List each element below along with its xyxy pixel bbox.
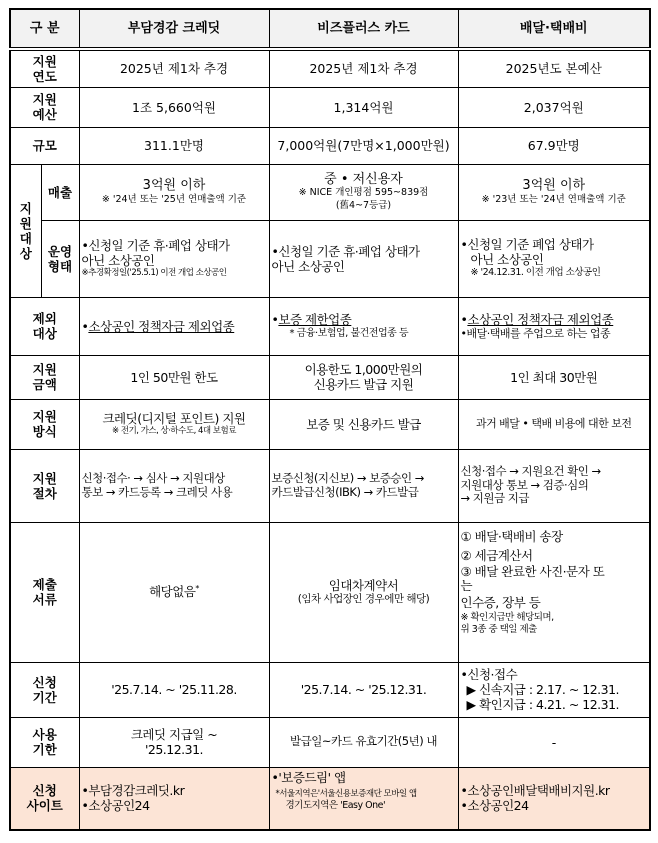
cell-procedure-bizplus: 보증신청(지신보) → 보증승인 → 카드발급신청(IBK) → 카드발급 — [269, 449, 458, 522]
cell-documents-bizplus: 임대차계약서 (임차 사업장인 경우에만 해당) — [269, 522, 458, 662]
cell-method-delivery: 과거 배달 • 택배 비용에 대한 보전 — [458, 399, 650, 449]
row-label-period: 신청 기간 — [10, 662, 79, 717]
row-label-amount: 지원 금액 — [10, 355, 79, 399]
row-application-period — [10, 662, 650, 717]
cell-year-credit: 2025년 제1차 추경 — [79, 49, 269, 87]
cell-period-delivery: •신청·접수 ▶ 신속지급 : 2.17. ~ 12.31. ▶ 확인지급 : 4.21. ~ 12.31. — [458, 662, 650, 717]
cell-scale-delivery: 67.9만명 — [458, 127, 650, 164]
cell-period-credit: '25.7.14. ~ '25.11.28. — [79, 662, 269, 717]
link-delivery-site[interactable]: •소상공인배달택배비지원.kr — [460, 783, 610, 799]
cell-documents-delivery: ① 배달·택배비 송장 ② 세금계산서 ③ 배달 완료한 사진·문자 또 는 인수증, 장부 등 ※ 확인지급만 해당되며, 위 3종 중 택일 제출 — [458, 522, 650, 662]
header-col-delivery: 배달·택배비 — [458, 9, 650, 49]
cell-usage-credit: 크레딧 지급일 ~ '25.12.31. — [79, 717, 269, 767]
row-support-year — [10, 49, 650, 87]
comparison-table — [9, 8, 651, 831]
cell-sales-bizplus: 중 • 저신용자 ※ NICE 개인평점 595~839점 (舊4~7등급) — [269, 164, 458, 220]
row-sublabel-operation: 운영 형태 — [41, 220, 79, 297]
row-label-scale: 규모 — [10, 127, 79, 164]
row-documents — [10, 522, 650, 662]
row-label-site: 신청 사이트 — [10, 767, 79, 830]
link-credit-site[interactable]: •부담경감크레딧.kr — [81, 783, 185, 799]
cell-amount-bizplus: 이용한도 1,000만원의 신용카드 발급 지원 — [269, 355, 458, 399]
header-col-credit: 부담경감 크레딧 — [79, 9, 269, 49]
link-sbiz24-delivery[interactable]: •소상공인24 — [460, 798, 529, 814]
row-label-documents: 제출 서류 — [10, 522, 79, 662]
cell-budget-delivery: 2,037억원 — [458, 87, 650, 127]
cell-method-bizplus: 보증 및 신용카드 발급 — [269, 399, 458, 449]
row-target-sales — [10, 164, 650, 220]
header-col-bizplus: 비즈플러스 카드 — [269, 9, 458, 49]
cell-operation-bizplus: •신청일 기준 휴·폐업 상태가 아닌 소상공인 — [269, 220, 458, 297]
cell-excluded-delivery: •소상공인 정책자금 제외업종 •배달·택배를 주업으로 하는 업종 — [458, 297, 650, 355]
cell-sales-delivery: 3억원 이하 ※ '23년 또는 '24년 연매출액 기준 — [458, 164, 650, 220]
link-sbiz24[interactable]: •소상공인24 — [81, 798, 150, 814]
row-label-usage: 사용 기한 — [10, 717, 79, 767]
cell-year-delivery: 2025년도 본예산 — [458, 49, 650, 87]
row-scale — [10, 127, 650, 164]
cell-amount-delivery: 1인 최대 30만원 — [458, 355, 650, 399]
row-label-method: 지원 방식 — [10, 399, 79, 449]
link-bojeungdream-app[interactable]: •'보증드림' 앱 — [271, 769, 346, 785]
header-row — [10, 9, 650, 49]
cell-scale-bizplus: 7,000억원(7만명×1,000만원) — [269, 127, 458, 164]
row-support-procedure — [10, 449, 650, 522]
row-label-excluded: 제외 대상 — [10, 297, 79, 355]
cell-site-credit — [79, 767, 269, 830]
cell-scale-credit: 311.1만명 — [79, 127, 269, 164]
cell-operation-delivery: •신청일 기준 폐업 상태가 아닌 소상공인 ※ '24.12.31. 이전 개업 소상공인 — [458, 220, 650, 297]
row-label-year: 지원 연도 — [10, 49, 79, 87]
row-usage-deadline — [10, 717, 650, 767]
cell-budget-bizplus: 1,314억원 — [269, 87, 458, 127]
row-label-procedure: 지원 절차 — [10, 449, 79, 522]
cell-procedure-credit: 신청·접수· → 심사 → 지원대상 통보 → 카드등록 → 크레딧 사용 — [79, 449, 269, 522]
cell-sales-credit: 3억원 이하 ※ '24년 또는 '25년 연매출액 기준 — [79, 164, 269, 220]
cell-usage-delivery: - — [458, 717, 650, 767]
row-target-operation — [10, 220, 650, 297]
cell-period-bizplus: '25.7.14. ~ '25.12.31. — [269, 662, 458, 717]
row-support-budget — [10, 87, 650, 127]
row-support-method — [10, 399, 650, 449]
cell-budget-credit: 1조 5,660억원 — [79, 87, 269, 127]
row-excluded — [10, 297, 650, 355]
cell-amount-credit: 1인 50만원 한도 — [79, 355, 269, 399]
cell-operation-credit: •신청일 기준 휴·폐업 상태가 아닌 소상공인 ※추경확정일('25.5.1) 이전 개업 소상공인 — [79, 220, 269, 297]
cell-method-credit: 크레딧(디지털 포인트) 지원 ※ 전기, 가스, 상·하수도, 4대 보험료 — [79, 399, 269, 449]
row-label-budget: 지원 예산 — [10, 87, 79, 127]
cell-site-bizplus: •'보증드림' 앱 *서울지역은'서울신용보증재단 모바일 앱 경기도지역은 'Easy One' — [269, 767, 458, 830]
cell-excluded-bizplus: •보증 제한업종 * 금융·보험업, 불건전업종 등 — [269, 297, 458, 355]
cell-documents-credit: 해당없음* — [79, 522, 269, 662]
cell-excluded-credit: •소상공인 정책자금 제외업종 — [79, 297, 269, 355]
cell-site-delivery — [458, 767, 650, 830]
cell-year-bizplus: 2025년 제1차 추경 — [269, 49, 458, 87]
row-label-target: 지 원 대 상 — [10, 164, 41, 297]
header-category: 구 분 — [10, 9, 79, 49]
row-application-site — [10, 767, 650, 830]
row-sublabel-sales: 매출 — [41, 164, 79, 220]
row-support-amount — [10, 355, 650, 399]
cell-procedure-delivery: 신청·접수 → 지원요건 확인 → 지원대상 통보 → 검증·심의 → 지원금 지급 — [458, 449, 650, 522]
cell-usage-bizplus: 발급일~카드 유효기간(5년) 내 — [269, 717, 458, 767]
